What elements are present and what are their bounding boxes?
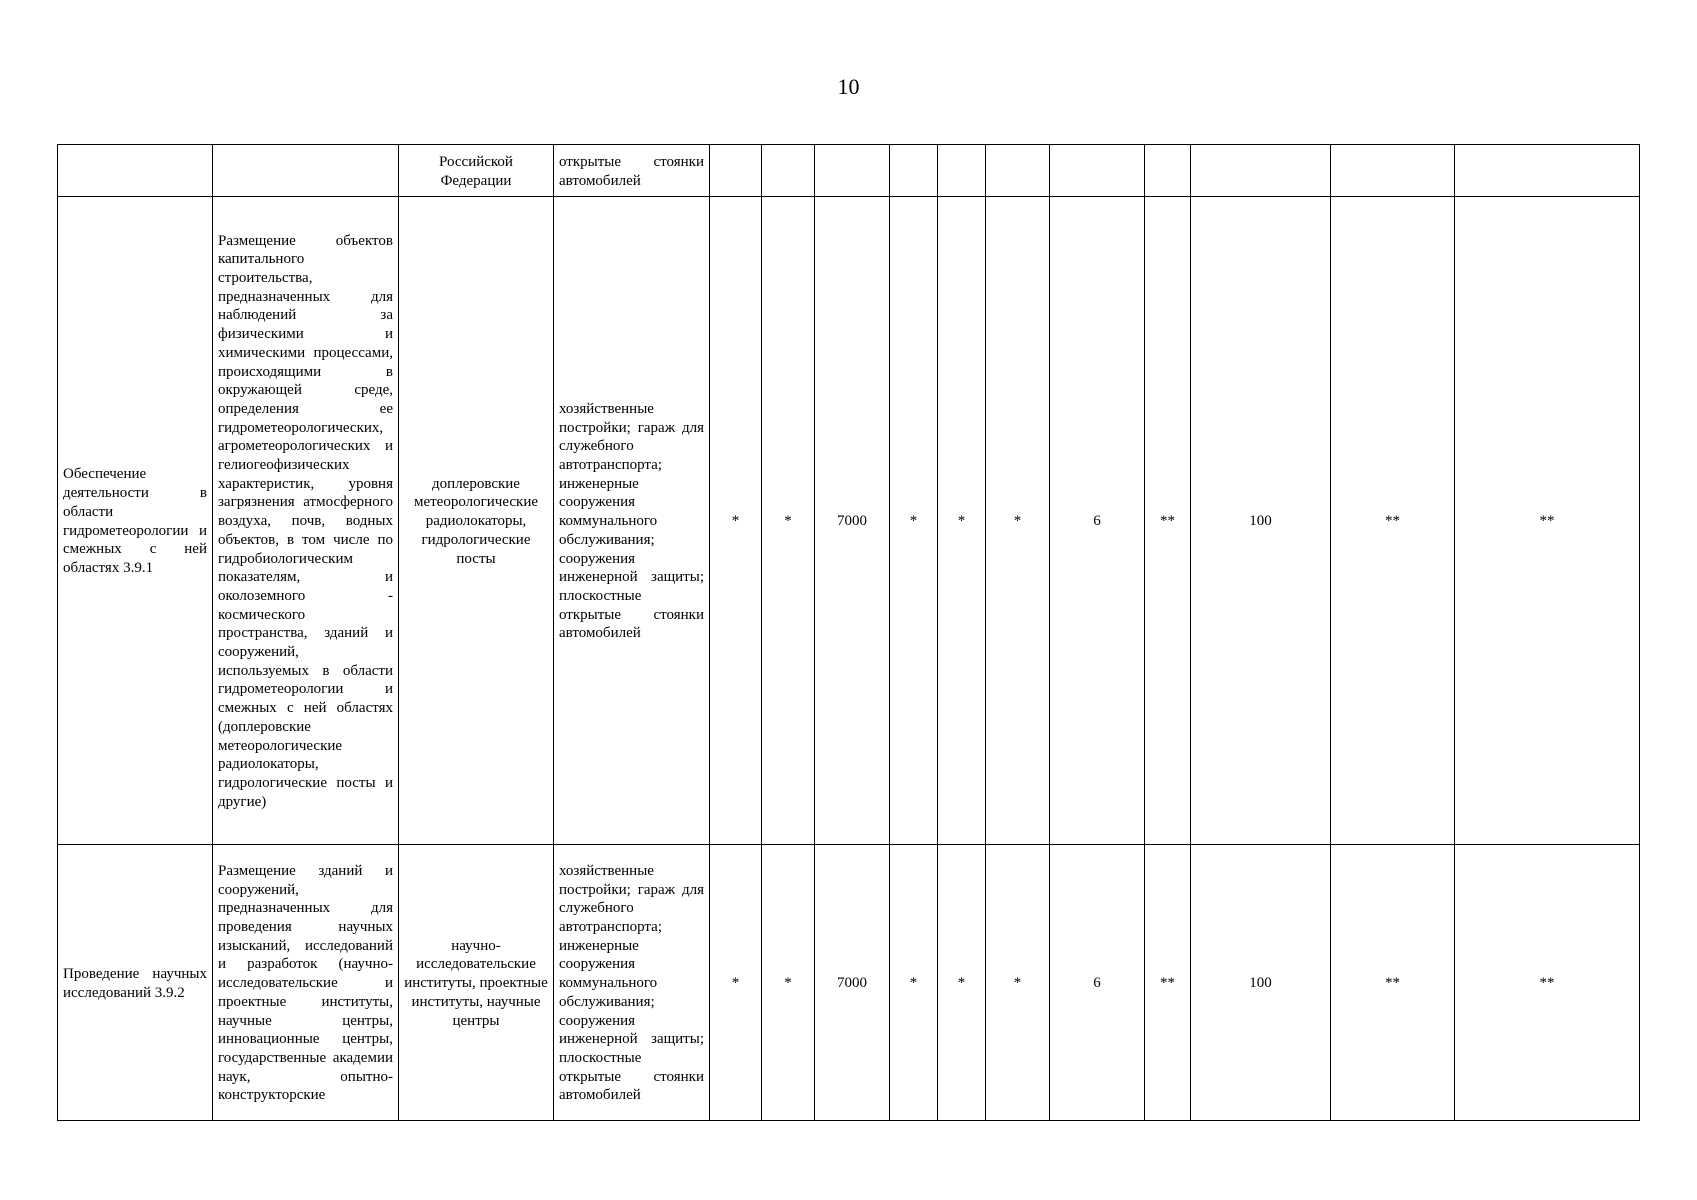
parameter-cell: ** [1145, 845, 1191, 1121]
zoning-regulations-table [57, 144, 1640, 1121]
page-number: 10 [837, 74, 860, 99]
parameter-cell [938, 145, 986, 197]
parameter-cell: * [890, 197, 938, 845]
parameter-cell: * [890, 845, 938, 1121]
parameter-cell: * [986, 845, 1050, 1121]
parameter-cell: 7000 [815, 197, 890, 845]
parameter-cell [815, 145, 890, 197]
parameter-cell: 100 [1191, 197, 1331, 845]
parameter-cell [1145, 145, 1191, 197]
parameter-cell [1050, 145, 1145, 197]
parameter-cell: 6 [1050, 197, 1145, 845]
facility-examples-cell: Российской Федерации [399, 145, 554, 197]
parameter-cell: ** [1331, 845, 1455, 1121]
parameter-cell [1331, 145, 1455, 197]
parameter-cell: * [710, 845, 762, 1121]
parameter-cell: ** [1331, 197, 1455, 845]
permitted-use-name-cell: Проведение научных исследований 3.9.2 [58, 845, 213, 1121]
parameter-cell [890, 145, 938, 197]
table-row [58, 197, 1640, 845]
parameter-cell [710, 145, 762, 197]
parameter-cell: * [710, 197, 762, 845]
parameter-cell: * [762, 197, 815, 845]
accessory-use-cell: хозяйственные постройки; гараж для служебного автотранспорта; инженерные сооружения коммунального обслуживания; сооружения инженерной защиты; плоскостные открытые стоянки автомобилей [554, 197, 710, 845]
parameter-cell [1191, 145, 1331, 197]
parameter-cell: 100 [1191, 845, 1331, 1121]
accessory-use-cell: открытые стоянки автомобилей [554, 145, 710, 197]
accessory-use-cell: хозяйственные постройки; гараж для служебного автотранспорта; инженерные сооружения коммунального обслуживания; сооружения инженерной защиты; плоскостные открытые стоянки автомобилей [554, 845, 710, 1121]
permitted-use-description-cell [213, 145, 399, 197]
parameter-cell [1455, 145, 1640, 197]
parameter-cell: * [762, 845, 815, 1121]
parameter-cell: ** [1145, 197, 1191, 845]
parameter-cell: * [938, 845, 986, 1121]
parameter-cell: * [938, 197, 986, 845]
parameter-cell: * [986, 197, 1050, 845]
parameter-cell: 7000 [815, 845, 890, 1121]
table-row [58, 145, 1640, 197]
permitted-use-name-cell [58, 145, 213, 197]
parameter-cell [762, 145, 815, 197]
parameter-cell: ** [1455, 197, 1640, 845]
permitted-use-name-cell: Обеспечение деятельности в области гидрометеорологии и смежных с ней областях 3.9.1 [58, 197, 213, 845]
facility-examples-cell: доплеровские метеорологические радиолокаторы, гидрологические посты [399, 197, 554, 845]
permitted-use-description-cell: Размещение объектов капитального строительства, предназначенных для наблюдений за физическими и химическими процессами, происходящими в окружающей среде, определения ее гидрометеорологических, агрометеорологических и гелиогеофизических характеристик, уровня загрязнения атмосферного воздуха, почв, водных объектов, в том числе по гидробиологическим показателям, и околоземного - космического пространства, зданий и сооружений, используемых в области гидрометеорологии и смежных с ней областях (доплеровские метеорологические радиолокаторы, гидрологические посты и другие) [213, 197, 399, 845]
parameter-cell: 6 [1050, 845, 1145, 1121]
parameter-cell [986, 145, 1050, 197]
permitted-use-description-cell: Размещение зданий и сооружений, предназначенных для проведения научных изысканий, исследований и разработок (научно-исследовательские и проектные институты, научные центры, инновационные центры, государственные академии наук, опытно-конструкторские [213, 845, 399, 1121]
table-row [58, 845, 1640, 1121]
parameter-cell: ** [1455, 845, 1640, 1121]
facility-examples-cell: научно-исследовательские институты, проектные институты, научные центры [399, 845, 554, 1121]
